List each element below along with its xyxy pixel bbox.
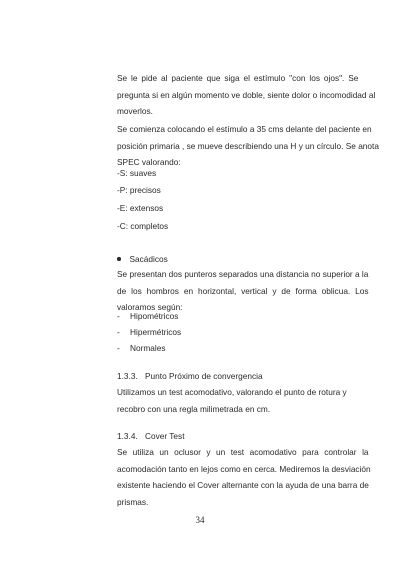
text-line: existente haciendo el Cover alternante con la ayuda de una barra de (117, 480, 369, 490)
text-line: de los hombros en horizontal, vertical y de forma oblicua. Los (117, 285, 369, 296)
page-number: 34 (195, 515, 205, 525)
text-line: acomodación tanto en lejos como en cerca. Mediremos la desviación (117, 463, 371, 474)
dash-marker: - (117, 327, 120, 337)
paragraph-stimulus-instruction (117, 70, 376, 120)
text-line: Se le pide al paciente que siga el estímulo "con los ojos". Se (117, 73, 359, 83)
spec-item-p: -P: precisos (117, 185, 161, 195)
section-heading-1-3-4 (117, 428, 185, 445)
paragraph-cover-test (117, 444, 371, 510)
bullet-label: Sacádicos (129, 254, 168, 264)
dash-marker: - (117, 343, 120, 353)
text-line: SPEC valorando: (117, 157, 181, 167)
spec-item-e: -E: extensos (117, 203, 164, 213)
section-title: Punto Próximo de convergencia (145, 371, 263, 381)
spec-item-s: -S: suaves (117, 168, 157, 178)
dash-item-text: Hipométricos (130, 311, 179, 321)
dash-item-hipermetricos (117, 324, 181, 341)
bullet-icon (117, 257, 121, 261)
text-line: Utilizamos un test acomodativo, valorando el punto de rotura y (117, 387, 347, 397)
dash-item-normales (117, 340, 166, 357)
text-line: posición primaria , se mueve describiendo una H y un círculo. Se anota (117, 140, 379, 151)
dash-item-text: Normales (130, 343, 166, 353)
spec-list (117, 165, 330, 182)
text-line: Se utiliza un oclusor y un test acomodativo para controlar la (117, 447, 369, 457)
text-line: pregunta si en algún momento ve doble, siente dolor o incomodidad al (117, 89, 376, 100)
text-line: moverlos. (117, 106, 153, 116)
dash-item-hipometricos (117, 308, 178, 325)
section-heading-1-3-3 (117, 368, 263, 385)
spec-list (117, 182, 330, 199)
section-number: 1.3.3. (117, 371, 138, 381)
spec-item-c: -C: completos (117, 221, 169, 231)
spec-list (117, 218, 330, 235)
dash-item-text: Hipermétricos (130, 327, 182, 337)
paragraph-stimulus-position (117, 121, 379, 171)
dash-marker: - (117, 311, 120, 321)
text-line: prismas. (117, 496, 149, 507)
spec-list (117, 200, 330, 217)
section-number: 1.3.4. (117, 431, 138, 441)
text-line: recobro con una regla milimetrada en cm. (117, 403, 271, 414)
text-line: valoramos según: (117, 302, 183, 312)
paragraph-convergence (117, 384, 347, 417)
text-line: Se presentan dos punteros separados una distancia no superior a la (117, 269, 369, 279)
section-title: Cover Test (145, 431, 185, 441)
text-line: Se comienza colocando el estímulo a 35 cms delante del paciente en (117, 124, 372, 134)
